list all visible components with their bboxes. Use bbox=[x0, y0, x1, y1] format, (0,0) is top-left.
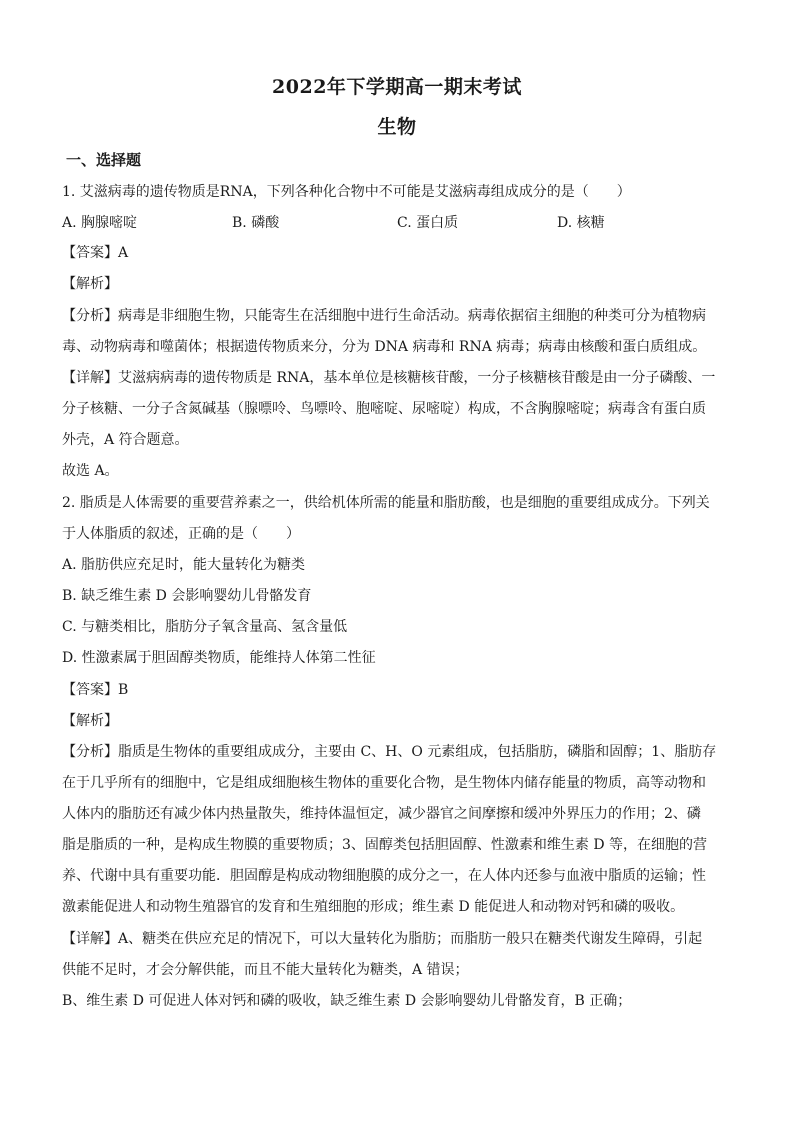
q2-analysis-line: 【分析】脂质是生物体的重要组成成分，主要由 C、H、O 元素组成，包括脂肪，磷脂和固醇；1、脂肪存 bbox=[62, 744, 717, 760]
q2-option-c: C. 与糖类相比，脂肪分子氧含量高、氢含量低 bbox=[62, 619, 348, 635]
q2-analysis-line: 人体内的脂肪还有减少体内热量散失，维持体温恒定，减少器官之间摩擦和缓冲外界压力的作用；2、磷 bbox=[62, 806, 701, 822]
q1-stem: 1. 艾滋病毒的遗传物质是RNA，下列各种化合物中不可能是艾滋病毒组成成分的是（ ） bbox=[62, 184, 631, 200]
q1-detail-line: 外壳，A 符合题意。 bbox=[62, 432, 189, 448]
exam-subject: 生物 bbox=[377, 116, 417, 138]
q1-choose: 故选 A。 bbox=[62, 463, 119, 479]
q2-option-d: D. 性激素属于胆固醇类物质，能维持人体第二性征 bbox=[62, 650, 376, 666]
q1-jiexi: 【解析】 bbox=[62, 276, 118, 292]
q1-option-a: A. 胸腺嘧啶 bbox=[62, 215, 138, 231]
q1-analysis-line: 毒、动物病毒和噬菌体；根据遗传物质来分，分为 DNA 病毒和 RNA 病毒；病毒由核酸和蛋白质组成。 bbox=[62, 339, 707, 355]
q2-analysis-line: 激素能促进人和动物生殖器官的发育和生殖细胞的形成；维生素 D 能促进人和动物对钙和磷的吸收。 bbox=[62, 899, 685, 915]
q1-option-b: B. 磷酸 bbox=[232, 215, 280, 231]
q2-option-a: A. 脂肪供应充足时，能大量转化为糖类 bbox=[62, 557, 306, 573]
q2-analysis-line: 脂是脂质的一种，是构成生物膜的重要物质；3、固醇类包括胆固醇、性激素和维生素 D 等，在细胞的营 bbox=[62, 837, 708, 853]
q1-answer: 【答案】A bbox=[62, 245, 129, 261]
q2-answer: 【答案】B bbox=[62, 682, 129, 698]
q2-option-b: B. 缺乏维生素 D 会影响婴幼儿骨骼发育 bbox=[62, 588, 312, 604]
q1-option-c: C. 蛋白质 bbox=[397, 215, 459, 231]
q2-detail-line: 供能不足时，才会分解供能，而且不能大量转化为糖类，A 错误； bbox=[62, 962, 469, 978]
q1-option-d: D. 核糖 bbox=[557, 215, 605, 231]
q2-stem-line: 于人体脂质的叙述，正确的是（ ） bbox=[62, 526, 300, 542]
q2-detail-line: 【详解】A、糖类在供应充足的情况下，可以大量转化为脂肪；而脂肪一般只在糖类代谢发生障碍，引起 bbox=[62, 931, 703, 947]
q2-analysis-line: 养、代谢中具有重要功能．胆固醇是构成动物细胞膜的成分之一，在人体内还参与血液中脂质的运输；性 bbox=[62, 868, 706, 884]
q2-jiexi: 【解析】 bbox=[62, 713, 118, 729]
q1-analysis-line: 【分析】病毒是非细胞生物，只能寄生在活细胞中进行生命活动。病毒依据宿主细胞的种类可分为植物病 bbox=[62, 308, 706, 324]
q2-stem-line: 2. 脂质是人体需要的重要营养素之一，供给机体所需的能量和脂肪酸，也是细胞的重要组成成分。下列关 bbox=[62, 495, 710, 511]
q1-detail-line: 【详解】艾滋病病毒的遗传物质是 RNA，基本单位是核糖核苷酸，一分子核糖核苷酸是由一分子磷酸、一 bbox=[62, 370, 716, 386]
q1-detail-line: 分子核糖、一分子含氮碱基（腺嘌呤、鸟嘌呤、胞嘧啶、尿嘧啶）构成，不含胸腺嘧啶；病毒含有蛋白质 bbox=[62, 401, 706, 417]
q2-analysis-line: 在于几乎所有的细胞中，它是组成细胞核生物体的重要化合物，是生物体内储存能量的物质，高等动物和 bbox=[62, 775, 706, 791]
q2-detail-line: B、维生素 D 可促进人体对钙和磷的吸收，缺乏维生素 D 会影响婴幼儿骨骼发育，B 正确； bbox=[62, 993, 632, 1009]
section-heading: 一、选择题 bbox=[66, 151, 142, 169]
exam-title: 2022年下学期高一期末考试 bbox=[272, 76, 522, 98]
